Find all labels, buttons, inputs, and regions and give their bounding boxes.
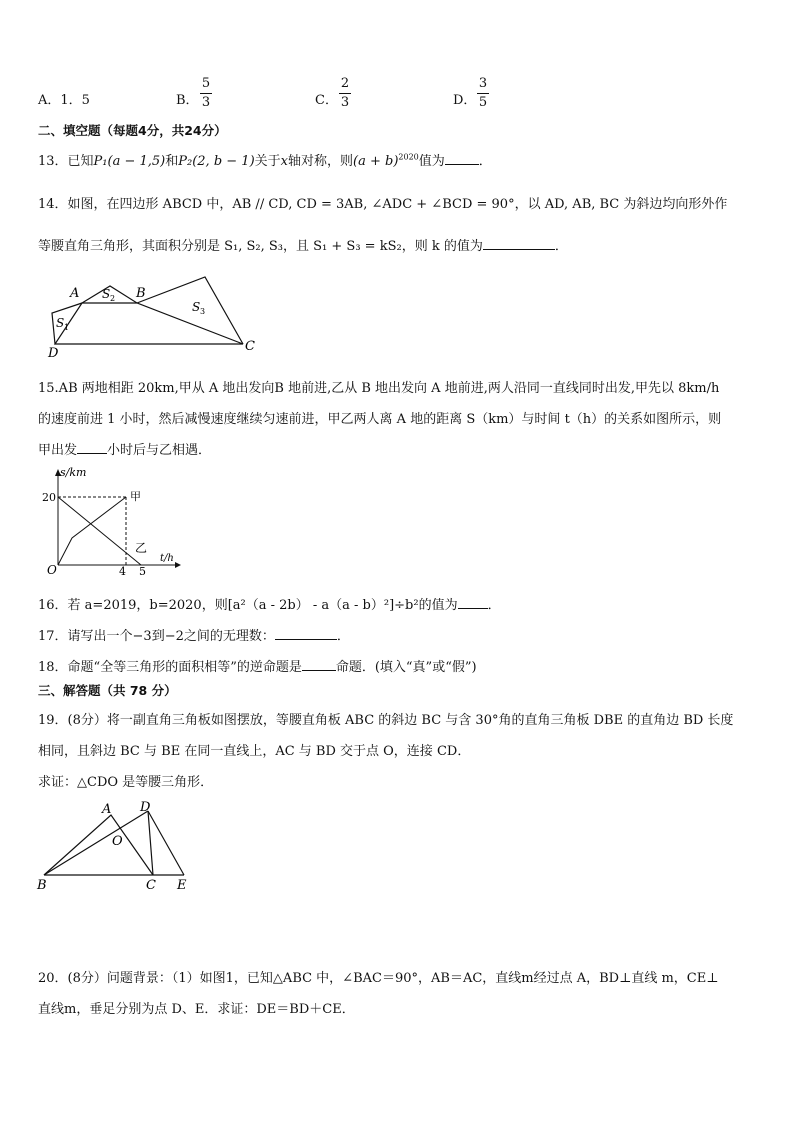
q13-text: 值为 xyxy=(418,154,445,169)
q17-text: 17．请写出一个−3到−2之间的无理数： xyxy=(38,629,275,644)
label-c: C xyxy=(146,878,156,893)
question-14-line2 xyxy=(38,235,568,254)
x-tick-5: 5 xyxy=(139,565,146,578)
y-tick-20: 20 xyxy=(42,491,56,504)
label-a: A xyxy=(102,802,112,817)
x-tick-4: 4 xyxy=(119,565,126,578)
option-c-letter: C． xyxy=(315,93,338,108)
question-20-line1: 20．(8分）问题背景：（1）如图1，已知△ABC 中，∠BAC＝90°，AB＝AC，直线m经过点 A，BD⊥直线 m，CE⊥ xyxy=(38,971,719,986)
triangles-figure xyxy=(34,798,199,893)
question-20-line2: 直线m，垂足分别为点 D、E．求证：DE＝BD＋CE． xyxy=(38,1002,355,1017)
numerator: 2 xyxy=(340,76,350,91)
segment-cd xyxy=(148,811,153,875)
triangle-s3 xyxy=(137,277,243,344)
answer-blank[interactable] xyxy=(302,670,336,671)
label-a: A xyxy=(70,286,80,301)
q13-mid: 和 xyxy=(165,154,179,169)
q17-end: ． xyxy=(336,629,350,644)
q13-exponent: 2020 xyxy=(398,152,419,162)
section-3-title: 三、解答题（共 78 分） xyxy=(38,683,177,698)
q14-text: 等腰直角三角形，其面积分别是 S₁, S₂, S₃，且 S₁ + S₃ = kS₂，则 k 的值为 xyxy=(38,239,483,254)
option-b-letter: B． xyxy=(176,93,199,108)
q13-end: ． xyxy=(478,154,492,169)
line-yi xyxy=(58,497,141,565)
distance-time-graph xyxy=(42,464,182,579)
label-s1-sub: 1 xyxy=(64,323,70,332)
question-15-line3 xyxy=(38,439,211,458)
question-16 xyxy=(38,594,501,613)
option-a: A．1．5 xyxy=(38,93,90,108)
label-yi: 乙 xyxy=(135,541,148,555)
q13-expression: (a + b) xyxy=(353,154,399,169)
option-c-fraction xyxy=(339,77,351,110)
label-s2-sub: 2 xyxy=(110,294,116,303)
quadrilateral-abcd xyxy=(55,303,243,344)
label-s2: S xyxy=(102,287,111,301)
option-d-letter: D． xyxy=(453,93,477,108)
question-17 xyxy=(38,625,350,644)
label-d: D xyxy=(48,346,59,360)
question-15-line1: 15.AB 两地相距 20km,甲从 A 地出发向B 地前进,乙从 B 地出发向 A 地前进,两人沿同一直线同时出发,甲先以 8km/h xyxy=(38,381,720,396)
label-c: C xyxy=(245,339,255,354)
q15-text: 甲出发 xyxy=(38,443,78,458)
label-o: O xyxy=(112,834,123,849)
q18-text: 18．命题“全等三角形的面积相等”的逆命题是 xyxy=(38,660,302,675)
q13-text: 关于 xyxy=(254,154,281,169)
label-b: B xyxy=(37,878,47,893)
q13-prefix: 13．已知 xyxy=(38,154,94,169)
q13-axis: x xyxy=(280,154,288,169)
q13-text: 轴对称，则 xyxy=(288,154,354,169)
option-d-fraction xyxy=(477,77,489,110)
line-jia xyxy=(58,497,126,565)
question-19-line3: 求证：△CDO 是等腰三角形． xyxy=(38,775,214,790)
quadrilateral-figure xyxy=(40,275,270,360)
label-b: B xyxy=(136,286,146,301)
segment-de xyxy=(148,811,184,875)
question-19-line2: 相同，且斜边 BC 与 BE 在同一直线上，AC 与 BD 交于点 O，连接 CD． xyxy=(38,744,471,759)
question-15-line2: 的速度前进 1 小时，然后减慢速度继续匀速前进，甲乙两人离 A 地的距离 S（km）与时间 t（h）的关系如图所示，则 xyxy=(38,412,722,427)
x-axis-label: t/h xyxy=(160,553,174,564)
q13-point-p2: P₂(2, b − 1) xyxy=(178,154,255,169)
question-13 xyxy=(38,150,492,169)
question-18 xyxy=(38,656,477,675)
q14-end: ． xyxy=(554,239,568,254)
label-jia: 甲 xyxy=(130,490,141,503)
label-s3: S xyxy=(192,300,201,314)
answer-blank[interactable] xyxy=(458,608,488,609)
label-s1: S xyxy=(56,316,65,330)
y-axis-label: s/km xyxy=(60,466,87,479)
q18-text: 命题．(填入“真”或“假”) xyxy=(335,660,477,675)
origin-label: O xyxy=(47,563,57,577)
denominator: 5 xyxy=(478,95,488,110)
option-b-fraction xyxy=(200,77,212,110)
q15-text: 小时后与乙相遇． xyxy=(107,443,212,458)
q16-end: ． xyxy=(487,598,501,613)
denominator: 3 xyxy=(201,95,211,110)
denominator: 3 xyxy=(340,95,350,110)
label-e: E xyxy=(177,878,187,893)
answer-blank[interactable] xyxy=(77,453,107,454)
question-14-line1: 14．如图，在四边形 ABCD 中，AB // CD, CD = 3AB, ∠ADC + ∠BCD = 90°，以 AD, AB, BC 为斜边均向形外作 xyxy=(38,197,728,212)
label-s3-sub: 3 xyxy=(200,307,206,316)
question-19-line1: 19．(8分）将一副直角三角板如图摆放，等腰直角板 ABC 的斜边 BC 与含 30°角的直角三角板 DBE 的直角边 BD 长度 xyxy=(38,713,734,728)
section-2-title: 二、填空题（每题4分，共24分） xyxy=(38,123,227,138)
answer-blank[interactable] xyxy=(483,249,555,250)
numerator: 3 xyxy=(478,76,488,91)
answer-blank[interactable] xyxy=(445,164,479,165)
label-d: D xyxy=(140,800,151,815)
numerator: 5 xyxy=(201,76,211,91)
triangle-abc xyxy=(44,815,153,875)
answer-blank[interactable] xyxy=(275,639,337,640)
x-axis-arrow xyxy=(175,562,181,568)
segment-bd xyxy=(44,811,148,875)
q13-point-p1: P₁(a − 1,5) xyxy=(93,154,166,169)
q16-text: 16．若 a=2019，b=2020，则[a²（a - 2b） - a（a - b）²]÷b²的值为 xyxy=(38,598,458,613)
